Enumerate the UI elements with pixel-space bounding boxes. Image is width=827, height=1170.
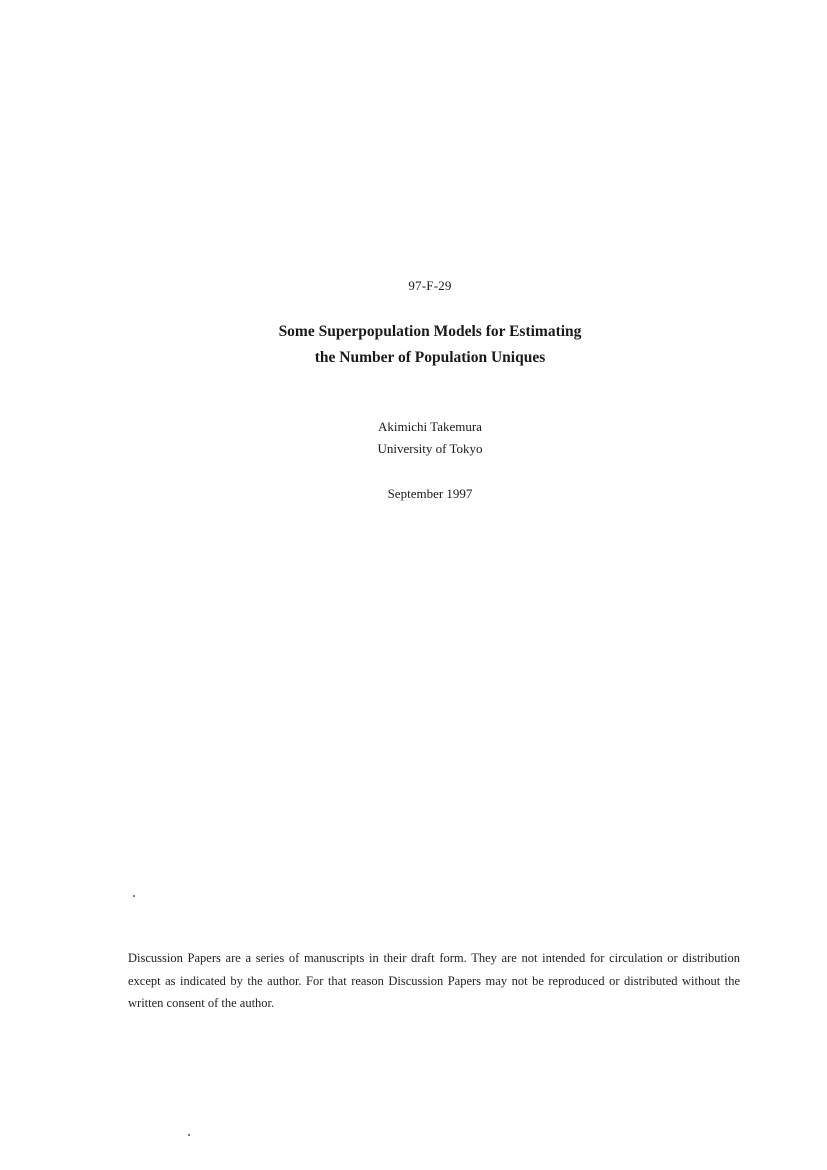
author-name: Akimichi Takemura <box>378 419 482 434</box>
title-line-1: Some Superpopulation Models for Estimating <box>278 323 582 340</box>
scan-speck <box>188 1134 190 1136</box>
publication-date: September 1997 <box>387 486 473 501</box>
scan-speck <box>133 895 135 897</box>
author-block <box>0 416 827 460</box>
disclaimer-text: Discussion Papers are a series of manuscripts in their draft form. They are not intended for circulation or distribution except as indicated by the author. For that reason Discussion Papers may not be reproduced or distributed without the written consent of the author. <box>128 951 740 1010</box>
author-affiliation: University of Tokyo <box>377 441 483 456</box>
title-line-2: the Number of Population Uniques <box>314 349 546 366</box>
paper-title <box>0 319 827 371</box>
paper-number: 97-F-29 <box>408 278 452 293</box>
